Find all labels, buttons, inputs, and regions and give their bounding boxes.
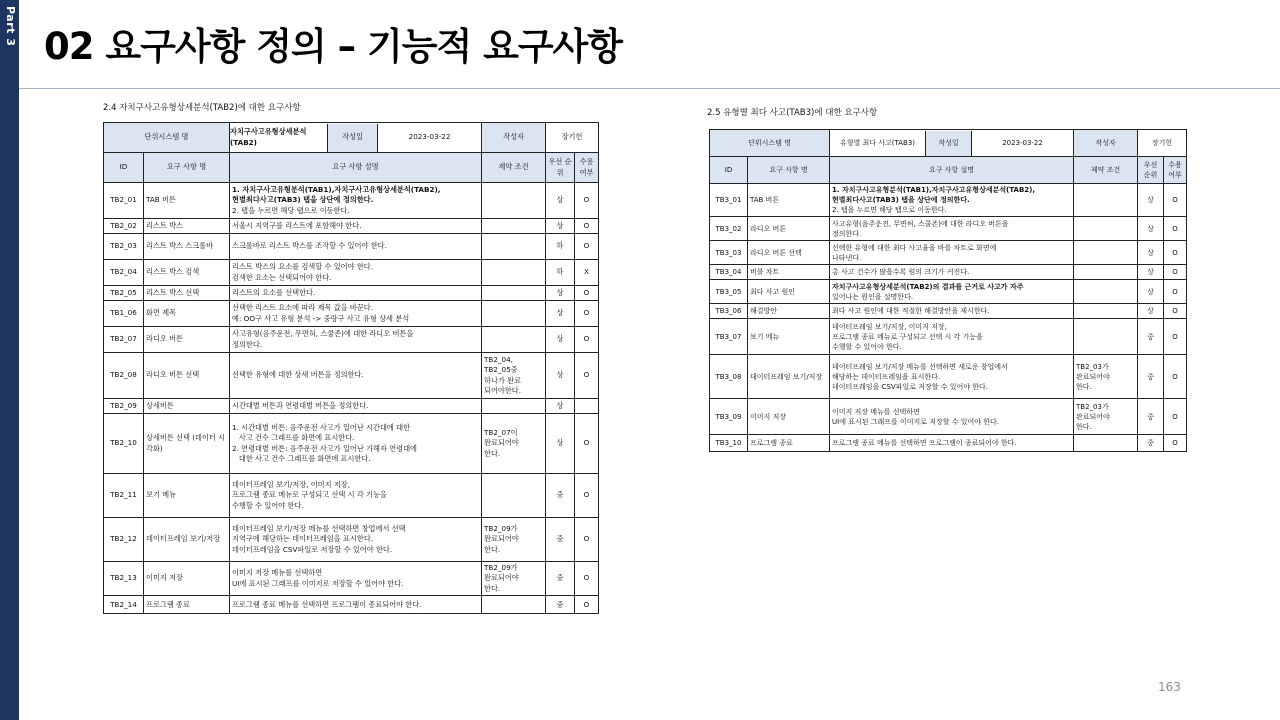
req-priority: 중 xyxy=(546,562,575,596)
desc-line: 선택한 리스트 요소에 따라 제목 값을 바꾼다. xyxy=(232,303,373,313)
req-desc xyxy=(830,319,1074,355)
req-accept: O xyxy=(575,183,599,219)
table-row xyxy=(710,435,1187,452)
desc-line: 지역구에 해당하는 데이터프레임을 표시한다. xyxy=(232,534,374,544)
req-priority: 상 xyxy=(1138,241,1164,265)
req-priority: 하 xyxy=(546,234,575,260)
section-title-tab2: 2.4 자치구사고유형상세분석(TAB2)에 대한 요구사항 xyxy=(103,103,301,113)
table-row xyxy=(104,474,599,518)
desc-line: 선택한 유형에 대한 최다 사고율을 바를 차트로 화면에 xyxy=(832,243,997,252)
constraint-line: 완료되어야 xyxy=(484,534,519,544)
req-constraint xyxy=(1074,217,1138,241)
req-desc xyxy=(230,414,482,474)
desc-line: 2. 연령대별 버튼: 음주운전 사고가 일어난 가해자 연령대에 xyxy=(232,443,417,453)
req-priority: 중 xyxy=(1138,319,1164,355)
table-row xyxy=(104,260,599,286)
req-id: TB3_05 xyxy=(710,280,748,304)
req-priority: 상 xyxy=(546,327,575,353)
req-id: TB2_08 xyxy=(104,353,144,399)
requirements-table-tab3 xyxy=(709,129,1187,452)
col-header-id: ID xyxy=(710,157,748,184)
req-name: 라디오 버튼 선택 xyxy=(748,241,830,265)
meta-system-value: 자치구사고유형상세분석(TAB2) xyxy=(230,124,328,152)
req-priority: 상 xyxy=(1138,217,1164,241)
req-priority: 상 xyxy=(1138,304,1164,319)
desc-line: 수행할 수 있어야 한다. xyxy=(832,342,902,351)
desc-line: UI에 표시된 그래프를 이미지로 저장할 수 있어야 한다. xyxy=(832,417,999,426)
req-desc xyxy=(230,353,482,399)
desc-line: 데이터프레임을 CSV파일로 저장할 수 있어야 한다. xyxy=(832,382,988,391)
constraint-line: 한다. xyxy=(484,583,501,593)
req-accept: O xyxy=(1164,217,1187,241)
constraint-line: 한다. xyxy=(484,448,501,458)
req-name: TAB 버튼 xyxy=(748,184,830,217)
req-desc xyxy=(230,219,482,234)
req-desc xyxy=(830,355,1074,399)
col-header-name: 요구 사항 명 xyxy=(748,157,830,184)
req-name: 리스트 박스 검색 xyxy=(144,260,230,286)
table-row xyxy=(710,399,1187,435)
desc-line: 리스트 박스의 요소를 검색할 수 있어야 한다. xyxy=(232,262,373,272)
col-header-desc: 요구 사항 설명 xyxy=(830,157,1074,184)
constraint-line: 되어야한다. xyxy=(484,385,522,395)
req-constraint xyxy=(482,183,546,219)
req-name: 이미지 저장 xyxy=(748,399,830,435)
desc-line: 나타낸다. xyxy=(832,253,862,262)
desc-line: 수행할 수 있어야 한다. xyxy=(232,500,304,510)
table-row xyxy=(104,518,599,562)
constraint-line: 하나가 완료 xyxy=(484,375,522,385)
table-row xyxy=(104,301,599,327)
table-row xyxy=(710,184,1187,217)
desc-line: 이미지 저장 메뉴를 선택하면 xyxy=(832,407,920,416)
meta-system-label: 단위시스템 명 xyxy=(710,130,830,157)
req-accept xyxy=(575,399,599,414)
req-accept: O xyxy=(575,474,599,518)
desc-line: 현별최다사고(TAB3) 탭을 상단에 정의한다. xyxy=(832,196,970,205)
page-number: 163 xyxy=(1158,680,1181,694)
desc-line: 데이터프레임 보기/저장 메뉴를 선택하면 새로운 창업에서 xyxy=(832,362,1008,371)
table-row xyxy=(104,219,599,234)
constraint-line: 한다. xyxy=(1076,382,1092,391)
req-name: 최다 사고 원인 xyxy=(748,280,830,304)
req-desc xyxy=(830,241,1074,265)
req-accept: O xyxy=(575,234,599,260)
req-priority: 중 xyxy=(1138,435,1164,452)
req-desc xyxy=(230,399,482,414)
req-priority: 상 xyxy=(546,183,575,219)
req-name: 상세버튼 선택 (데이터 시각화) xyxy=(144,414,230,474)
desc-line: 사고유형(음주운전, 무면허, 스쿨존)에 대한 라디오 버튼을 xyxy=(832,219,1009,228)
req-name: 이미지 저장 xyxy=(144,562,230,596)
meta-date-label: 작성일 xyxy=(926,131,972,156)
desc-line: 현별최다사고(TAB3) 탭을 상단에 정의한다. xyxy=(232,195,374,205)
req-desc xyxy=(230,286,482,301)
req-desc xyxy=(830,265,1074,280)
req-accept: O xyxy=(575,286,599,301)
req-id: TB2_14 xyxy=(104,596,144,614)
req-desc xyxy=(830,435,1074,452)
table-row xyxy=(104,596,599,614)
req-id: TB3_04 xyxy=(710,265,748,280)
constraint-line: 완료되어야 xyxy=(1076,372,1110,381)
req-accept: O xyxy=(1164,435,1187,452)
req-priority: 상 xyxy=(546,286,575,301)
req-accept: X xyxy=(575,260,599,286)
meta-author-label: 작성자 xyxy=(1074,130,1138,157)
req-constraint xyxy=(1074,399,1138,435)
req-accept: O xyxy=(1164,280,1187,304)
constraint-line: 완료되어야 xyxy=(484,573,519,583)
req-priority: 중 xyxy=(546,474,575,518)
req-constraint xyxy=(482,596,546,614)
req-constraint xyxy=(482,234,546,260)
page-title: 02 요구사항 정의 – 기능적 요구사항 xyxy=(44,25,623,68)
table-row xyxy=(710,265,1187,280)
req-name: 프로그램 종료 xyxy=(144,596,230,614)
constraint-line: TB2_03가 xyxy=(1076,402,1109,411)
req-id: TB2_02 xyxy=(104,219,144,234)
req-priority: 상 xyxy=(546,399,575,414)
req-desc xyxy=(830,399,1074,435)
col-header-accept: 수용 여부 xyxy=(1164,157,1187,184)
req-desc xyxy=(230,562,482,596)
col-header-id: ID xyxy=(104,153,144,183)
req-constraint xyxy=(482,301,546,327)
req-id: TB3_01 xyxy=(710,184,748,217)
req-accept: O xyxy=(575,562,599,596)
req-desc xyxy=(230,183,482,219)
req-name: 데이터프레임 보기/저장 xyxy=(144,518,230,562)
constraint-line: TB2_09가 xyxy=(484,563,518,572)
req-name: TAB 버튼 xyxy=(144,183,230,219)
meta-date-value: 2023-03-22 xyxy=(1002,138,1043,147)
table-row xyxy=(104,286,599,301)
req-id: TB2_13 xyxy=(104,562,144,596)
desc-line: 정의한다. xyxy=(832,229,862,238)
desc-line: 프로그램 종료 메뉴로 구성되고 선택 시 각 기능을 xyxy=(832,332,983,341)
req-desc xyxy=(830,217,1074,241)
req-accept: O xyxy=(1164,355,1187,399)
table-row xyxy=(710,319,1187,355)
req-priority: 상 xyxy=(1138,184,1164,217)
desc-line: 자치구사고유형상세분석(TAB2)의 결과를 근거로 사고가 자주 xyxy=(832,282,1024,291)
desc-line: 스크롤바로 리스트 박스를 조작할 수 있어야 한다. xyxy=(232,241,387,251)
req-constraint xyxy=(482,353,546,399)
req-accept: O xyxy=(575,414,599,474)
req-priority: 상 xyxy=(1138,265,1164,280)
req-priority: 중 xyxy=(546,596,575,614)
title-divider xyxy=(19,88,1280,89)
req-accept: O xyxy=(1164,399,1187,435)
table-row xyxy=(104,327,599,353)
desc-line: 선택한 유형에 대한 상세 버튼을 정의한다. xyxy=(232,370,364,380)
table-row xyxy=(104,562,599,596)
req-constraint xyxy=(482,518,546,562)
req-constraint xyxy=(1074,241,1138,265)
req-name: 라디오 버튼 선택 xyxy=(144,353,230,399)
req-id: TB2_12 xyxy=(104,518,144,562)
req-priority: 중 xyxy=(1138,399,1164,435)
desc-line: 프로그램 종료 메뉴를 선택하면 프로그램이 종료되어야 한다. xyxy=(232,599,422,609)
req-accept: O xyxy=(1164,319,1187,355)
req-id: TB2_11 xyxy=(104,474,144,518)
req-constraint xyxy=(1074,280,1138,304)
meta-author-label: 작성자 xyxy=(482,123,546,153)
req-id: TB2_03 xyxy=(104,234,144,260)
req-constraint xyxy=(1074,304,1138,319)
desc-line: 데이터프레임 보기/저장 메뉴를 선택하면 창업에서 선택 xyxy=(232,523,406,533)
desc-line: 프로그램 종료 메뉴를 선택하면 프로그램이 종료되어야 한다. xyxy=(832,439,1017,448)
req-id: TB2_05 xyxy=(104,286,144,301)
col-header-constraint: 제약 조건 xyxy=(1074,157,1138,184)
desc-line: 2. 탭을 누르면 해당 탭으로 이동한다. xyxy=(832,206,947,215)
req-name: 리스트 박스 선택 xyxy=(144,286,230,301)
constraint-line: 한다. xyxy=(1076,422,1092,431)
req-accept: O xyxy=(575,327,599,353)
constraint-line: TB2_09가 xyxy=(484,523,518,533)
req-name: 상세버튼 xyxy=(144,399,230,414)
req-id: TB2_01 xyxy=(104,183,144,219)
req-desc xyxy=(230,596,482,614)
req-desc xyxy=(230,234,482,260)
desc-line: 데이터프레임을 CSV파일로 저장할 수 있어야 한다. xyxy=(232,544,393,554)
col-header-priority: 우선 순위 xyxy=(1138,157,1164,184)
req-accept: O xyxy=(1164,184,1187,217)
desc-line: 이미지 저장 메뉴를 선택하면 xyxy=(232,568,323,578)
desc-line: 대한 사고 건수 그래프를 화면에 표시한다. xyxy=(232,453,371,463)
req-name: 보기 메뉴 xyxy=(748,319,830,355)
req-desc xyxy=(230,301,482,327)
section-title-tab3: 2.5 유형별 최다 사고(TAB3)에 대한 요구사항 xyxy=(707,108,878,118)
table-row xyxy=(710,217,1187,241)
req-constraint xyxy=(482,286,546,301)
req-constraint xyxy=(1074,435,1138,452)
req-priority: 하 xyxy=(546,260,575,286)
desc-line: 해당하는 데이터프레임을 표시한다. xyxy=(832,372,941,381)
req-name: 라디오 버튼 xyxy=(144,327,230,353)
req-accept: O xyxy=(575,518,599,562)
meta-date-value: 2023-03-22 xyxy=(408,132,451,142)
req-name: 버블 차트 xyxy=(748,265,830,280)
constraint-line: TB2_07이 xyxy=(484,427,518,437)
req-constraint xyxy=(1074,355,1138,399)
desc-line: 데이터프레임 보기/저장, 이미지 저장, xyxy=(232,479,351,489)
req-constraint xyxy=(482,327,546,353)
req-name: 화면 제목 xyxy=(144,301,230,327)
req-id: TB2_04 xyxy=(104,260,144,286)
sidebar-part-label: Part 3 xyxy=(4,6,17,47)
req-id: TB3_10 xyxy=(710,435,748,452)
desc-line: 총 사고 건수가 많을수록 원의 크기가 커진다. xyxy=(832,268,970,277)
req-name: 보기 메뉴 xyxy=(144,474,230,518)
req-constraint xyxy=(482,399,546,414)
meta-system-value: 유형별 최다 사고(TAB3) xyxy=(830,131,926,156)
desc-line: 1. 자치구사고유형분석(TAB1),자치구사고유형상세분석(TAB2), xyxy=(832,186,1036,194)
req-priority: 상 xyxy=(546,353,575,399)
constraint-line: 완료되어야 xyxy=(1076,412,1110,421)
constraint-line: TB2_03가 xyxy=(1076,362,1109,371)
req-id: TB2_09 xyxy=(104,399,144,414)
req-desc xyxy=(830,304,1074,319)
req-id: TB2_07 xyxy=(104,327,144,353)
col-header-accept: 수용 여부 xyxy=(575,153,599,183)
req-priority: 중 xyxy=(546,518,575,562)
req-accept: O xyxy=(575,301,599,327)
col-header-desc: 요구 사항 설명 xyxy=(230,153,482,183)
req-constraint xyxy=(1074,265,1138,280)
desc-line: 사고유형(음주운전, 무면허, 스쿨존)에 대한 라디오 버튼을 xyxy=(232,329,414,339)
desc-line: 사고 건수 그래프를 화면에 표시한다. xyxy=(232,433,355,443)
req-name: 해결방안 xyxy=(748,304,830,319)
desc-line: 데이터프레임 보기/저장, 이미지 저장, xyxy=(832,322,947,331)
req-constraint xyxy=(482,474,546,518)
meta-date-label: 작성일 xyxy=(328,124,378,152)
req-name: 리스트 박스 xyxy=(144,219,230,234)
meta-system-label: 단위시스템 명 xyxy=(104,123,230,153)
req-desc xyxy=(230,327,482,353)
table-row xyxy=(104,399,599,414)
req-constraint xyxy=(482,260,546,286)
desc-line: 프로그램 종료 메뉴로 구성되고 선택 시 각 기능을 xyxy=(232,490,387,500)
req-constraint xyxy=(482,562,546,596)
req-desc xyxy=(230,260,482,286)
table-row xyxy=(710,355,1187,399)
col-header-name: 요구 사항 명 xyxy=(144,153,230,183)
req-accept: O xyxy=(1164,304,1187,319)
meta-author-value: 장기헌 xyxy=(1138,130,1187,157)
desc-line: 서울시 지역구를 리스트에 포함해야 한다. xyxy=(232,220,362,230)
req-priority: 상 xyxy=(546,414,575,474)
req-id: TB3_06 xyxy=(710,304,748,319)
req-id: TB2_10 xyxy=(104,414,144,474)
req-desc xyxy=(830,184,1074,217)
req-priority: 중 xyxy=(1138,355,1164,399)
req-name: 리스트 박스 스크롤바 xyxy=(144,234,230,260)
table-row xyxy=(104,414,599,474)
table-row xyxy=(710,241,1187,265)
req-constraint xyxy=(1074,184,1138,217)
desc-line: 2. 탭을 누르면 해당 탭으로 이동한다. xyxy=(232,205,350,215)
req-id: TB3_07 xyxy=(710,319,748,355)
desc-line: 최다 사고 원인에 대한 적절한 해결방안을 제시한다. xyxy=(832,307,990,316)
desc-line: 1. 시간대별 버튼: 음주운전 사고가 일어난 시간대에 대한 xyxy=(232,422,411,432)
req-id: TB3_03 xyxy=(710,241,748,265)
constraint-line: 한다. xyxy=(484,544,501,554)
req-name: 데이터프레임 보기/저장 xyxy=(748,355,830,399)
req-id: TB3_02 xyxy=(710,217,748,241)
desc-line: 1. 자치구사고유형분석(TAB1),자치구사고유형상세분석(TAB2), xyxy=(232,184,441,194)
req-desc xyxy=(230,474,482,518)
req-id: TB3_08 xyxy=(710,355,748,399)
meta-cell xyxy=(830,130,1074,157)
req-desc xyxy=(230,518,482,562)
table-row xyxy=(104,234,599,260)
desc-line: 시간대별 버튼과 연령대별 버튼을 정의한다. xyxy=(232,400,369,410)
constraint-line: 완료되어야 xyxy=(484,438,519,448)
desc-line: UI에 표시된 그래프를 이미지로 저장할 수 있어야 한다. xyxy=(232,578,404,588)
table-row xyxy=(710,304,1187,319)
req-accept: O xyxy=(1164,241,1187,265)
req-constraint xyxy=(482,414,546,474)
col-header-priority: 우선 순위 xyxy=(546,153,575,183)
req-accept: O xyxy=(1164,265,1187,280)
req-accept: O xyxy=(575,219,599,234)
meta-author-value: 장기헌 xyxy=(546,123,599,153)
constraint-line: TB2_05중 xyxy=(484,365,518,375)
req-id: TB1_06 xyxy=(104,301,144,327)
desc-line: 리스트의 요소를 선택한다. xyxy=(232,287,316,297)
req-priority: 상 xyxy=(546,301,575,327)
desc-line: 일어나는 원인을 설명한다. xyxy=(832,292,914,301)
req-id: TB3_09 xyxy=(710,399,748,435)
req-name: 프로그램 종료 xyxy=(748,435,830,452)
requirements-table-tab2 xyxy=(103,122,599,614)
req-accept: O xyxy=(575,353,599,399)
table-row xyxy=(104,183,599,219)
req-constraint xyxy=(1074,319,1138,355)
sidebar xyxy=(0,0,19,720)
req-priority: 상 xyxy=(1138,280,1164,304)
table-row xyxy=(104,353,599,399)
req-accept: O xyxy=(575,596,599,614)
req-priority: 상 xyxy=(546,219,575,234)
req-constraint xyxy=(482,219,546,234)
desc-line: 정의한다. xyxy=(232,339,263,349)
desc-line: 예: OO구 사고 유형 분석 -> 중랑구 사고 유형 상세 분석 xyxy=(232,313,410,323)
req-name: 라디오 버튼 xyxy=(748,217,830,241)
desc-line: 검색한 요소는 선택되어야 한다. xyxy=(232,272,332,282)
meta-cell xyxy=(230,123,482,153)
req-desc xyxy=(830,280,1074,304)
col-header-constraint: 제약 조건 xyxy=(482,153,546,183)
constraint-line: TB2_04, xyxy=(484,354,513,364)
table-row xyxy=(710,280,1187,304)
